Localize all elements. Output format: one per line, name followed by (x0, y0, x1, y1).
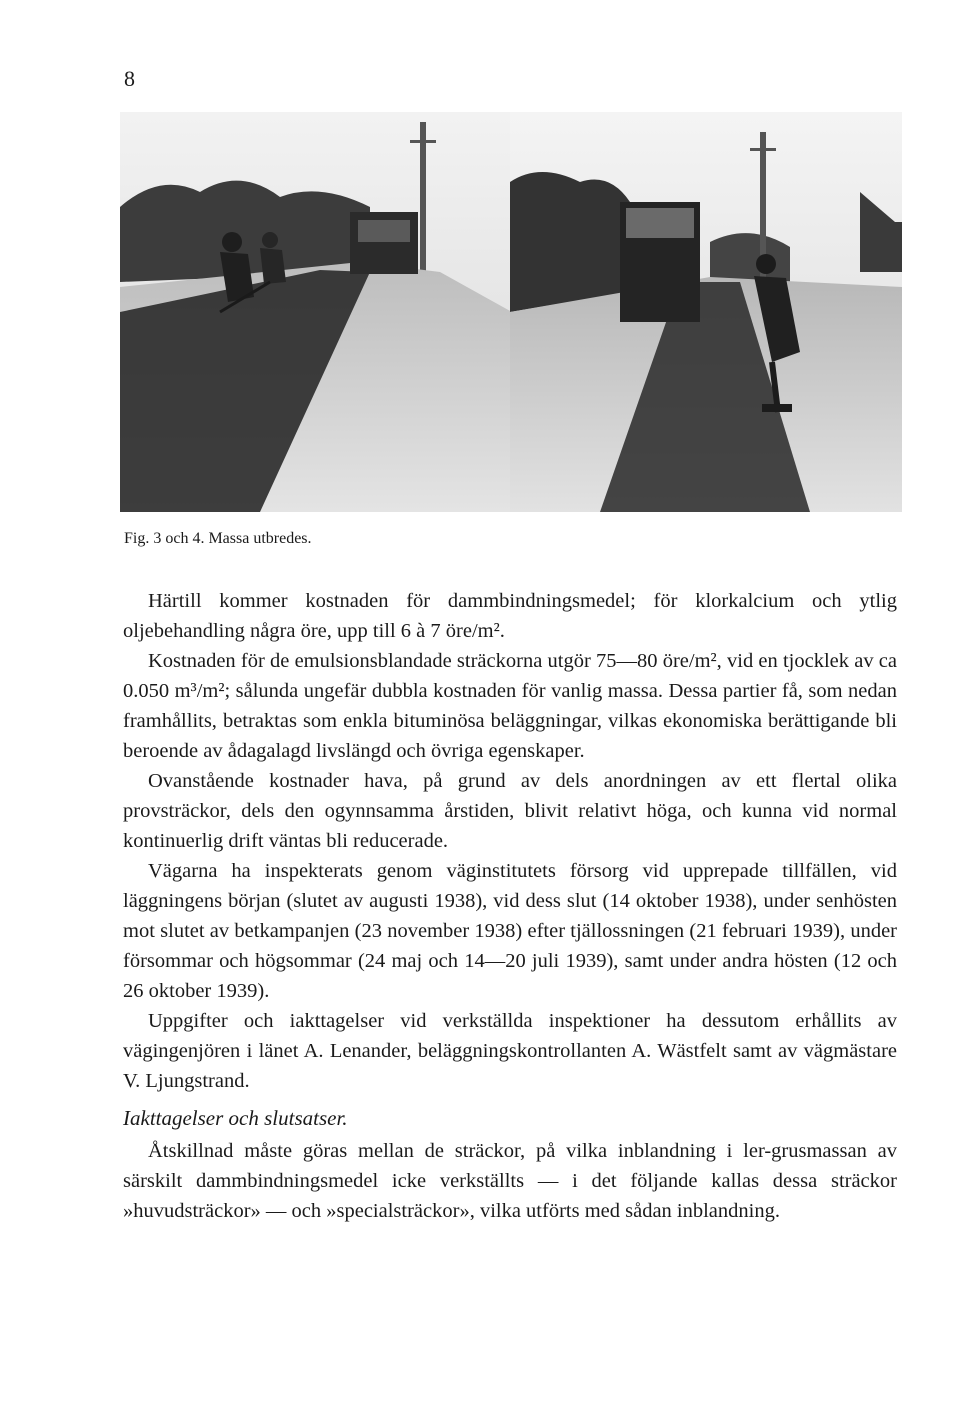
body-text (123, 586, 897, 1096)
section-body (123, 1136, 897, 1226)
paragraph: Uppgifter och iakttagelser vid verkställda inspektioner ha dessutom erhållits av vägingenjören i länet A. Lenander, beläggningskontrollanten A. Wästfelt samt av vägmästare V. Ljungstrand. (123, 1010, 897, 1092)
photo-figure-4 (510, 112, 902, 512)
paragraph: Vägarna ha inspekterats genom väginstitutets försorg vid upprepade tillfällen, vid läggningens början (slutet av augusti 1938), vid dess slut (14 oktober 1938), under senhösten mot slutet av betkampanjen (23 november 1938) efter tjällossningen (21 februari 1939), under försommar och högsommar (24 maj och 14—20 juli 1939), samt under andra hösten (12 och 26 oktober 1939). (123, 860, 897, 1002)
photo-figure-3 (120, 112, 512, 512)
figure-caption: Fig. 3 och 4. Massa utbredes. (124, 530, 312, 547)
paragraph: Härtill kommer kostnaden för dammbindningsmedel; för klorkalcium och ytlig oljebehandling några öre, upp till 6 à 7 öre/m². (123, 590, 897, 642)
section-heading: Iakttagelser och slutsatser. (123, 1106, 348, 1130)
page-number: 8 (124, 66, 135, 91)
paragraph: Åtskillnad måste göras mellan de sträckor, på vilka inblandning i ler-grusmassan av särskilt dammbindningsmedel icke verkställts — i det följande kallas dessa sträckor »huvudsträckor» — och »specialsträckor», vilka utförts med sådan inblandning. (123, 1140, 897, 1222)
paragraph: Ovanstående kostnader hava, på grund av dels anordningen av ett flertal olika provsträckor, dels den ogynnsamma årstiden, blivit relativt höga, och kunna vid normal kontinuerlig drift väntas bli reducerade. (123, 770, 897, 852)
paragraph: Kostnaden för de emulsionsblandade sträckorna utgör 75—80 öre/m², vid en tjocklek av ca 0.050 m³/m²; sålunda ungefär dubbla kostnaden för vanlig massa. Dessa partier få, som nedan framhållits, betraktas som enkla bituminösa beläggningar, vilkas ekonomiska berättigande bli beroende av ådagalagd livslängd och övriga egenskaper. (123, 650, 897, 762)
